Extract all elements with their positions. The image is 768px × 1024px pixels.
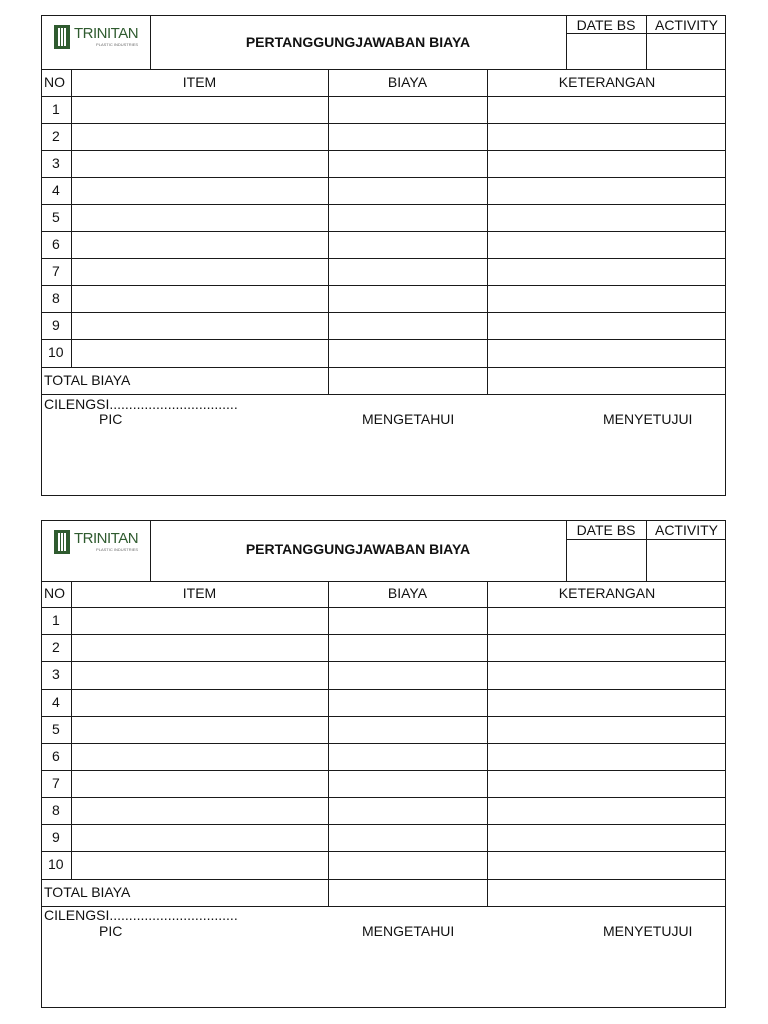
table-gridline (42, 204, 725, 205)
activity-label: ACTIVITY (654, 522, 718, 538)
signature-pic: PIC (99, 411, 123, 427)
row-number: 10 (48, 344, 64, 360)
header-no: NO (44, 585, 65, 601)
table-gridline (42, 689, 725, 690)
table-gridline (42, 824, 725, 825)
form-title: PERTANGGUNGJAWABAN BIAYA (245, 34, 471, 50)
table-gridline (42, 581, 725, 582)
table-gridline (71, 69, 72, 367)
logo-subtitle: PLASTIC INDUSTRIES (96, 547, 139, 552)
table-gridline (42, 231, 725, 232)
table-gridline (42, 716, 725, 717)
table-gridline (42, 634, 725, 635)
row-number: 3 (52, 666, 60, 682)
table-gridline (42, 879, 725, 880)
company-logo (54, 530, 138, 554)
table-gridline (42, 607, 725, 608)
row-number: 9 (52, 317, 60, 333)
row-number: 5 (52, 209, 60, 225)
table-gridline (42, 69, 725, 70)
table-gridline (42, 339, 725, 340)
logo-subtitle: PLASTIC INDUSTRIES (96, 42, 139, 47)
date-bs-label: DATE BS (576, 522, 636, 538)
table-gridline (42, 150, 725, 151)
table-gridline (328, 69, 329, 394)
row-number: 4 (52, 182, 60, 198)
header-biaya: BIAYA (387, 585, 428, 601)
logo-name: TRINITAN (74, 530, 139, 547)
header-item: ITEM (182, 74, 217, 90)
row-number: 6 (52, 236, 60, 252)
divider (566, 33, 725, 34)
activity-label: ACTIVITY (654, 17, 718, 33)
header-no: NO (44, 74, 65, 90)
date-bs-label: DATE BS (576, 17, 636, 33)
header-item: ITEM (182, 585, 217, 601)
table-gridline (42, 177, 725, 178)
table-gridline (42, 661, 725, 662)
table-gridline (42, 851, 725, 852)
total-label: TOTAL BIAYA (44, 884, 131, 900)
row-number: 2 (52, 128, 60, 144)
form-title: PERTANGGUNGJAWABAN BIAYA (245, 541, 471, 557)
row-number: 8 (52, 290, 60, 306)
expense-form-1 (41, 15, 726, 496)
table-gridline (566, 539, 725, 540)
row-number: 1 (52, 612, 60, 628)
row-number: 7 (52, 775, 60, 791)
location-date-line: CILENGSI................................. (44, 396, 238, 412)
header-keterangan: KETERANGAN (558, 585, 656, 601)
row-number: 5 (52, 721, 60, 737)
table-gridline (71, 581, 72, 879)
table-gridline (42, 797, 725, 798)
table-gridline (42, 743, 725, 744)
table-gridline (42, 312, 725, 313)
row-number: 2 (52, 639, 60, 655)
signature-pic: PIC (99, 923, 123, 939)
table-gridline (487, 581, 488, 906)
table-gridline (42, 96, 725, 97)
logo-icon (54, 25, 70, 49)
logo-icon (54, 530, 70, 554)
row-number: 8 (52, 802, 60, 818)
row-number: 9 (52, 829, 60, 845)
header-keterangan: KETERANGAN (558, 74, 656, 90)
signature-mengetahui: MENGETAHUI (362, 411, 455, 427)
total-label: TOTAL BIAYA (44, 372, 131, 388)
row-number: 10 (48, 856, 64, 872)
signature-mengetahui: MENGETAHUI (362, 923, 455, 939)
table-gridline (42, 258, 725, 259)
table-gridline (42, 367, 725, 368)
table-gridline (42, 285, 725, 286)
row-number: 7 (52, 263, 60, 279)
table-gridline (42, 394, 725, 395)
row-number: 4 (52, 694, 60, 710)
row-number: 3 (52, 155, 60, 171)
table-gridline (42, 770, 725, 771)
row-number: 1 (52, 101, 60, 117)
header-biaya: BIAYA (387, 74, 428, 90)
expense-form-2 (41, 520, 726, 1008)
table-gridline (42, 123, 725, 124)
table-gridline (328, 581, 329, 906)
location-date-line: CILENGSI................................. (44, 907, 238, 923)
row-number: 6 (52, 748, 60, 764)
logo-name: TRINITAN (74, 25, 139, 42)
signature-menyetujui: MENYETUJUI (603, 411, 693, 427)
company-logo (54, 25, 138, 49)
signature-menyetujui: MENYETUJUI (603, 923, 693, 939)
table-gridline (487, 69, 488, 394)
